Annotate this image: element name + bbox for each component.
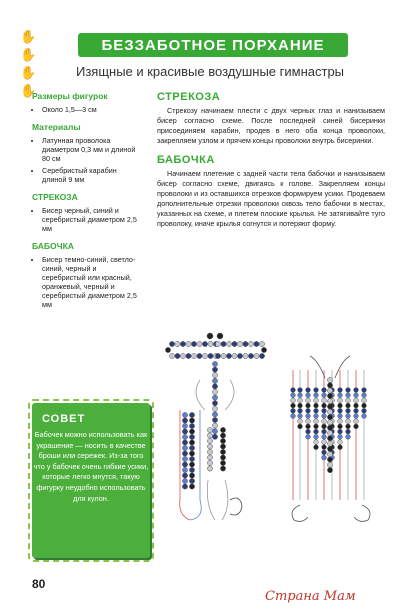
- bead: [189, 456, 194, 461]
- bead: [327, 383, 332, 388]
- bead: [175, 341, 180, 346]
- bead: [197, 341, 202, 346]
- bead: [237, 353, 242, 358]
- bead: [346, 408, 351, 413]
- sizes-heading: Размеры фигурок: [32, 91, 108, 101]
- bead: [232, 341, 237, 346]
- bead: [212, 423, 217, 428]
- bead: [207, 455, 212, 460]
- bead: [327, 468, 332, 473]
- bead: [298, 393, 303, 398]
- bead: [220, 460, 225, 465]
- bead: [306, 388, 311, 393]
- bead: [327, 446, 332, 451]
- bead: [338, 393, 343, 398]
- bead: [306, 419, 311, 424]
- bead: [327, 462, 332, 467]
- bead: [220, 466, 225, 471]
- bead: [298, 408, 303, 413]
- tip-text: Бабочек можно использовать как украшение — носить в качестве броши или сережек. Из-за того что у бабочек очень гибкие усики, которые легко мнутся, такую фигурку неудобно использовать для кулон.: [33, 430, 149, 503]
- butterfly-heading: БАБОЧКА: [157, 154, 215, 166]
- bead: [327, 399, 332, 404]
- bead: [346, 434, 351, 439]
- bead: [212, 373, 217, 378]
- materials-heading: Материалы: [32, 122, 81, 132]
- bead: [354, 424, 359, 429]
- bead: [207, 333, 213, 339]
- bead: [182, 412, 187, 417]
- bead: [338, 445, 343, 450]
- wire: [292, 505, 308, 521]
- bead: [189, 429, 194, 434]
- watermark: Страна Мам: [265, 589, 356, 604]
- bead: [322, 429, 327, 434]
- bead: [220, 427, 225, 432]
- bead: [207, 433, 212, 438]
- bead: [322, 419, 327, 424]
- bead: [202, 353, 207, 358]
- bead: [306, 393, 311, 398]
- bead: [189, 484, 194, 489]
- bead: [314, 398, 319, 403]
- bead: [180, 341, 185, 346]
- bead: [207, 444, 212, 449]
- bead: [259, 341, 264, 346]
- list-item: • Бисер черный, синий и серебристый диаметром 2,5 мм: [42, 206, 142, 233]
- bead: [220, 444, 225, 449]
- bead: [298, 388, 303, 393]
- bead: [248, 341, 253, 346]
- bead: [169, 353, 174, 358]
- bead: [338, 403, 343, 408]
- bead: [327, 425, 332, 430]
- bead: [182, 418, 187, 423]
- bead: [220, 449, 225, 454]
- bead: [220, 438, 225, 443]
- bead: [215, 341, 220, 346]
- bead: [261, 347, 266, 352]
- bead: [338, 408, 343, 413]
- bead: [362, 393, 367, 398]
- bead: [189, 478, 194, 483]
- wire: [225, 380, 234, 410]
- dragonfly-diagram: [165, 333, 266, 520]
- bead: [322, 450, 327, 455]
- bead: [189, 473, 194, 478]
- bead: [298, 398, 303, 403]
- bead: [314, 408, 319, 413]
- bead: [338, 388, 343, 393]
- page-title: БЕЗЗАБОТНОЕ ПОРХАНИЕ: [101, 36, 325, 54]
- bead: [207, 438, 212, 443]
- bead: [346, 393, 351, 398]
- bead: [165, 347, 170, 352]
- bead: [327, 388, 332, 393]
- bead: [338, 434, 343, 439]
- bead: [314, 388, 319, 393]
- bead: [322, 414, 327, 419]
- bead: [237, 341, 242, 346]
- bead: [180, 353, 185, 358]
- wire: [354, 505, 370, 521]
- bead: [182, 429, 187, 434]
- bead: [291, 398, 296, 403]
- hand-icon: ✋: [20, 29, 37, 44]
- bead: [212, 361, 217, 366]
- bead: [189, 418, 194, 423]
- bead: [362, 408, 367, 413]
- bead: [217, 333, 223, 339]
- bead: [306, 424, 311, 429]
- bead: [327, 393, 332, 398]
- bead: [314, 393, 319, 398]
- bead: [322, 440, 327, 445]
- bead: [306, 414, 311, 419]
- bead: [314, 424, 319, 429]
- bead: [189, 423, 194, 428]
- bead: [175, 353, 180, 358]
- bead: [208, 353, 213, 358]
- page-subtitle: Изящные и красивые воздушные гимнастры: [75, 64, 345, 79]
- bead: [314, 440, 319, 445]
- bead: [207, 427, 212, 432]
- bead: [212, 389, 217, 394]
- butterfly-materials-heading: БАБОЧКА: [32, 241, 74, 251]
- dragonfly-materials-heading: СТРЕКОЗА: [32, 192, 78, 202]
- bead: [191, 341, 196, 346]
- bead: [346, 424, 351, 429]
- hand-icon: ✋: [20, 47, 37, 62]
- bead: [322, 424, 327, 429]
- bead: [338, 429, 343, 434]
- dragonfly-text: Стрекозу начинаем плести с двух черных глаз и нанизываем бисер согласно схеме. После последней синей бисеринки присоединяем карабин, продев в него оба конца проволоки, закрепляем узлом и прячем концы проволоки внутрь бисеринки.: [157, 106, 385, 145]
- bead: [322, 434, 327, 439]
- bead: [197, 353, 202, 358]
- wire: [310, 356, 325, 378]
- bead: [362, 414, 367, 419]
- bead: [182, 423, 187, 428]
- bead: [212, 367, 217, 372]
- bead: [322, 388, 327, 393]
- bead: [212, 412, 217, 417]
- bead: [314, 403, 319, 408]
- bead: [221, 353, 226, 358]
- bead: [354, 398, 359, 403]
- bead: [248, 353, 253, 358]
- bead: [322, 393, 327, 398]
- bead: [212, 378, 217, 383]
- bead: [322, 403, 327, 408]
- bead: [189, 467, 194, 472]
- bead: [212, 429, 217, 434]
- bead: [327, 377, 332, 382]
- bead: [182, 445, 187, 450]
- bead: [314, 429, 319, 434]
- bead: [189, 445, 194, 450]
- bead: [212, 401, 217, 406]
- bead: [232, 353, 237, 358]
- bead: [327, 430, 332, 435]
- bead: [322, 408, 327, 413]
- bead: [362, 403, 367, 408]
- wire: [222, 480, 228, 520]
- bead: [338, 419, 343, 424]
- bead: [306, 434, 311, 439]
- bead: [207, 460, 212, 465]
- bead: [186, 353, 191, 358]
- bead: [306, 429, 311, 434]
- bead: [362, 388, 367, 393]
- bead: [298, 414, 303, 419]
- bead: [291, 393, 296, 398]
- bead: [314, 445, 319, 450]
- bead: [291, 388, 296, 393]
- bead: [327, 404, 332, 409]
- bead: [314, 414, 319, 419]
- bead: [354, 408, 359, 413]
- bead: [346, 398, 351, 403]
- bead: [298, 403, 303, 408]
- bead: [254, 341, 259, 346]
- bead: [346, 403, 351, 408]
- list-item: • Бисер темно-синий, светло-синий, черный и серебристый или красный, оранжевый, черный и серебристый диаметром 2,5 мм: [42, 255, 142, 309]
- bead: [298, 424, 303, 429]
- page-number: 80: [32, 577, 46, 591]
- bead: [354, 414, 359, 419]
- bead: [306, 408, 311, 413]
- bead: [220, 433, 225, 438]
- bead: [327, 420, 332, 425]
- hand-icon: ✋: [20, 65, 37, 80]
- bead: [220, 455, 225, 460]
- bead: [212, 406, 217, 411]
- bead: [354, 388, 359, 393]
- bead: [346, 414, 351, 419]
- bead: [189, 412, 194, 417]
- bead: [327, 409, 332, 414]
- wire: [207, 480, 215, 520]
- bead: [189, 462, 194, 467]
- butterfly-diagram: [291, 356, 370, 521]
- bead: [212, 395, 217, 400]
- bead: [346, 419, 351, 424]
- bead: [182, 434, 187, 439]
- bead: [254, 353, 259, 358]
- bead: [215, 353, 220, 358]
- bead: [346, 429, 351, 434]
- tip-title: СОВЕТ: [42, 413, 86, 425]
- bead: [243, 341, 248, 346]
- bead: [354, 393, 359, 398]
- bead: [226, 353, 231, 358]
- bead: [189, 451, 194, 456]
- bead: [207, 466, 212, 471]
- bead: [306, 403, 311, 408]
- bead: [327, 457, 332, 462]
- bead: [291, 414, 296, 419]
- bead: [182, 484, 187, 489]
- bead: [259, 353, 264, 358]
- bead: [338, 440, 343, 445]
- bead: [221, 341, 226, 346]
- bead: [338, 414, 343, 419]
- bead: [182, 473, 187, 478]
- bead: [207, 449, 212, 454]
- bead: [186, 341, 191, 346]
- bead: [322, 455, 327, 460]
- bead: [338, 424, 343, 429]
- bead: [338, 398, 343, 403]
- bead: [327, 441, 332, 446]
- bead: [314, 434, 319, 439]
- bead: [189, 434, 194, 439]
- bead: [169, 341, 174, 346]
- wire: [230, 498, 242, 515]
- butterfly-text: Начинаем плетение с задней части тела бабочки и нанизываем бисер согласно схеме, двигаясь к голове. Закрепляем концы проволоки и из оставшихся отрезков формируем усики. Продеваем дополнительные отрезки проволоки сквозь тело бабочки в местах, указанных на схеме, и плетем плоские крылья. Не затягивайте тугo проволоку, иначе крылья согнутся и потеряют форму.: [157, 169, 385, 228]
- bead: [226, 341, 231, 346]
- bead: [182, 462, 187, 467]
- bead: [306, 398, 311, 403]
- bead: [327, 452, 332, 457]
- list-item: • Серебристый карабин длиной 9 мм: [42, 166, 142, 184]
- wire: [196, 380, 205, 410]
- bead: [322, 445, 327, 450]
- bead: [189, 440, 194, 445]
- bead: [202, 341, 207, 346]
- bead: [298, 419, 303, 424]
- bead: [354, 419, 359, 424]
- bead: [354, 403, 359, 408]
- bead: [291, 408, 296, 413]
- hand-icon: ✋: [20, 83, 37, 98]
- dragonfly-heading: СТРЕКОЗА: [157, 91, 221, 103]
- bead: [182, 440, 187, 445]
- bead: [322, 398, 327, 403]
- bead: [182, 478, 187, 483]
- bead: [208, 341, 213, 346]
- bead: [212, 434, 217, 439]
- bead: [182, 456, 187, 461]
- bead: [314, 419, 319, 424]
- bead: [182, 451, 187, 456]
- bead: [362, 398, 367, 403]
- bead: [212, 417, 217, 422]
- bead: [291, 403, 296, 408]
- bead: [212, 384, 217, 389]
- list-item: • Около 1,5—3 см: [42, 105, 142, 114]
- list-item: • Латунная проволока диаметром 0,3 мм и длиной 80 см: [42, 136, 142, 163]
- bead: [243, 353, 248, 358]
- bead: [346, 388, 351, 393]
- bead: [327, 415, 332, 420]
- bead: [327, 436, 332, 441]
- bead: [191, 353, 196, 358]
- bead: [182, 467, 187, 472]
